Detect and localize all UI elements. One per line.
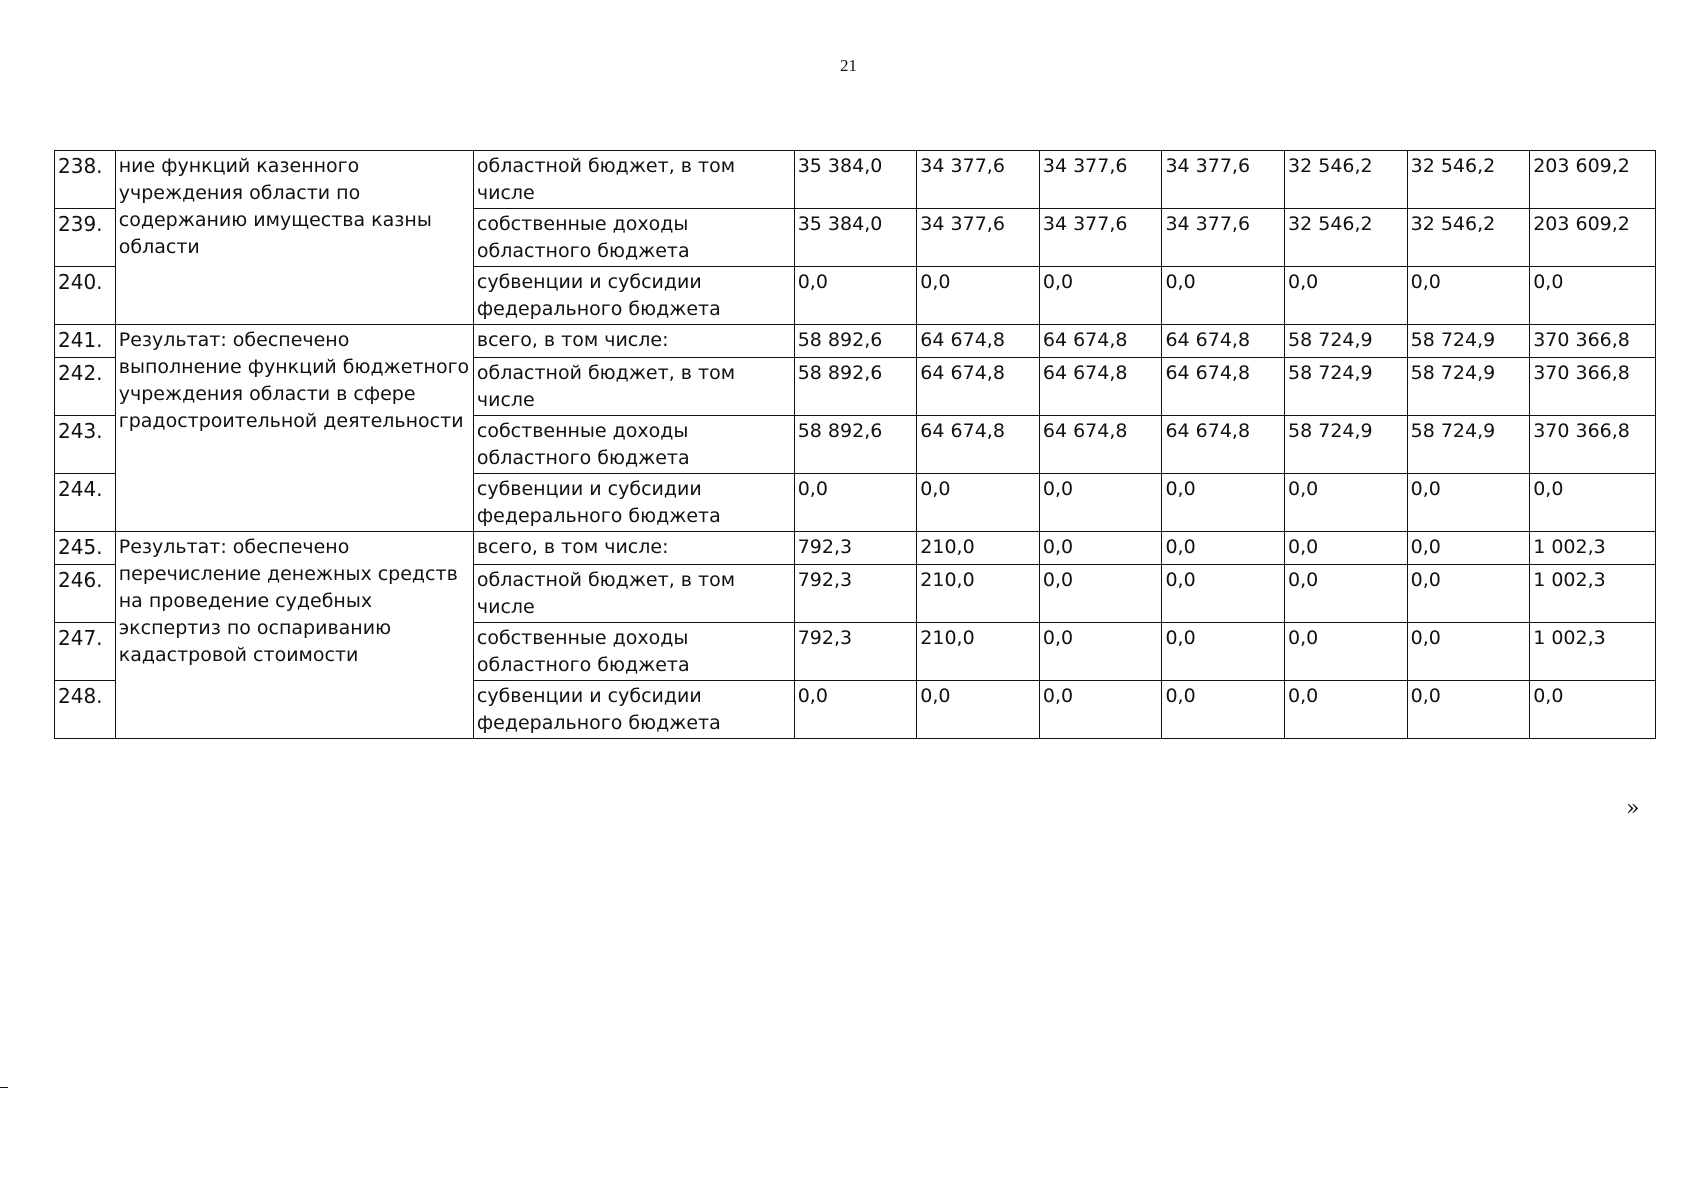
value-cell: 0,0 [1285, 267, 1408, 325]
value-cell: 203 609,2 [1530, 151, 1656, 209]
value-cell: 35 384,0 [794, 151, 917, 209]
funding-source: субвенции и субсидии федерального бюджета [473, 681, 794, 739]
row-number: 241. [55, 325, 116, 358]
value-cell: 34 377,6 [917, 209, 1040, 267]
value-cell: 0,0 [1039, 623, 1162, 681]
value-cell: 792,3 [794, 532, 917, 565]
funding-source: областной бюджет, в том числе [473, 151, 794, 209]
value-cell: 58 892,6 [794, 358, 917, 416]
value-cell: 210,0 [917, 565, 1040, 623]
value-cell: 0,0 [1530, 267, 1656, 325]
funding-source: субвенции и субсидии федерального бюджета [473, 474, 794, 532]
row-number: 238. [55, 151, 116, 209]
value-cell: 64 674,8 [1039, 358, 1162, 416]
value-cell: 0,0 [794, 681, 917, 739]
value-cell: 35 384,0 [794, 209, 917, 267]
value-cell: 210,0 [917, 623, 1040, 681]
funding-source: всего, в том числе: [473, 325, 794, 358]
value-cell: 64 674,8 [1162, 416, 1285, 474]
value-cell: 0,0 [917, 681, 1040, 739]
value-cell: 64 674,8 [917, 325, 1040, 358]
value-cell: 0,0 [1162, 565, 1285, 623]
page-number: 21 [840, 56, 857, 75]
funding-source: областной бюджет, в том числе [473, 565, 794, 623]
value-cell: 370 366,8 [1530, 358, 1656, 416]
value-cell: 0,0 [1162, 681, 1285, 739]
funding-source: собственные доходы областного бюджета [473, 209, 794, 267]
result-description: ние функций казенного учреждения области по содержанию имущества казны области [115, 151, 473, 325]
row-number: 246. [55, 565, 116, 623]
value-cell: 0,0 [1039, 267, 1162, 325]
funding-source: собственные доходы областного бюджета [473, 416, 794, 474]
value-cell: 0,0 [1162, 474, 1285, 532]
value-cell: 58 724,9 [1285, 325, 1408, 358]
margin-mark [0, 1087, 8, 1088]
value-cell: 58 724,9 [1285, 416, 1408, 474]
row-number: 242. [55, 358, 116, 416]
row-number: 245. [55, 532, 116, 565]
value-cell: 0,0 [1407, 267, 1530, 325]
value-cell: 792,3 [794, 565, 917, 623]
value-cell: 64 674,8 [1162, 325, 1285, 358]
value-cell: 0,0 [1039, 565, 1162, 623]
funding-source: областной бюджет, в том числе [473, 358, 794, 416]
value-cell: 58 892,6 [794, 325, 917, 358]
value-cell: 58 724,9 [1285, 358, 1408, 416]
result-description: Результат: обеспечено выполнение функций бюджетного учреждения области в сфере градостроительной деятельности [115, 325, 473, 532]
value-cell: 792,3 [794, 623, 917, 681]
value-cell: 32 546,2 [1285, 151, 1408, 209]
value-cell: 32 546,2 [1407, 209, 1530, 267]
value-cell: 0,0 [1162, 267, 1285, 325]
value-cell: 32 546,2 [1285, 209, 1408, 267]
value-cell: 370 366,8 [1530, 416, 1656, 474]
row-number: 240. [55, 267, 116, 325]
value-cell: 0,0 [917, 474, 1040, 532]
value-cell: 34 377,6 [1162, 209, 1285, 267]
value-cell: 64 674,8 [917, 416, 1040, 474]
closing-quote-mark: » [1626, 796, 1640, 821]
value-cell: 0,0 [1039, 532, 1162, 565]
value-cell: 58 892,6 [794, 416, 917, 474]
row-number: 239. [55, 209, 116, 267]
funding-source: всего, в том числе: [473, 532, 794, 565]
value-cell: 0,0 [1285, 565, 1408, 623]
value-cell: 34 377,6 [917, 151, 1040, 209]
value-cell: 64 674,8 [1162, 358, 1285, 416]
value-cell: 0,0 [917, 267, 1040, 325]
value-cell: 32 546,2 [1407, 151, 1530, 209]
value-cell: 1 002,3 [1530, 532, 1656, 565]
value-cell: 64 674,8 [1039, 416, 1162, 474]
table-row [55, 151, 1656, 209]
value-cell: 0,0 [1530, 474, 1656, 532]
value-cell: 64 674,8 [1039, 325, 1162, 358]
row-number: 247. [55, 623, 116, 681]
value-cell: 1 002,3 [1530, 623, 1656, 681]
row-number: 244. [55, 474, 116, 532]
value-cell: 1 002,3 [1530, 565, 1656, 623]
budget-table [54, 150, 1656, 739]
value-cell: 0,0 [1162, 532, 1285, 565]
result-description: Результат: обеспечено перечисление денежных средств на проведение судебных экспертиз по оспариванию кадастровой стоимости [115, 532, 473, 739]
value-cell: 0,0 [1039, 474, 1162, 532]
value-cell: 210,0 [917, 532, 1040, 565]
value-cell: 58 724,9 [1407, 358, 1530, 416]
value-cell: 0,0 [1285, 474, 1408, 532]
value-cell: 34 377,6 [1039, 151, 1162, 209]
value-cell: 0,0 [1407, 681, 1530, 739]
value-cell: 0,0 [1285, 681, 1408, 739]
value-cell: 0,0 [1407, 474, 1530, 532]
value-cell: 58 724,9 [1407, 325, 1530, 358]
funding-source: субвенции и субсидии федерального бюджета [473, 267, 794, 325]
value-cell: 0,0 [1530, 681, 1656, 739]
value-cell: 34 377,6 [1162, 151, 1285, 209]
value-cell: 203 609,2 [1530, 209, 1656, 267]
value-cell: 0,0 [1285, 532, 1408, 565]
funding-source: собственные доходы областного бюджета [473, 623, 794, 681]
value-cell: 64 674,8 [917, 358, 1040, 416]
value-cell: 0,0 [1039, 681, 1162, 739]
table-row [55, 325, 1656, 358]
value-cell: 0,0 [1407, 565, 1530, 623]
value-cell: 0,0 [794, 474, 917, 532]
value-cell: 0,0 [1285, 623, 1408, 681]
value-cell: 0,0 [1162, 623, 1285, 681]
value-cell: 0,0 [794, 267, 917, 325]
table-row [55, 532, 1656, 565]
value-cell: 58 724,9 [1407, 416, 1530, 474]
value-cell: 0,0 [1407, 532, 1530, 565]
value-cell: 0,0 [1407, 623, 1530, 681]
row-number: 248. [55, 681, 116, 739]
value-cell: 370 366,8 [1530, 325, 1656, 358]
value-cell: 34 377,6 [1039, 209, 1162, 267]
row-number: 243. [55, 416, 116, 474]
